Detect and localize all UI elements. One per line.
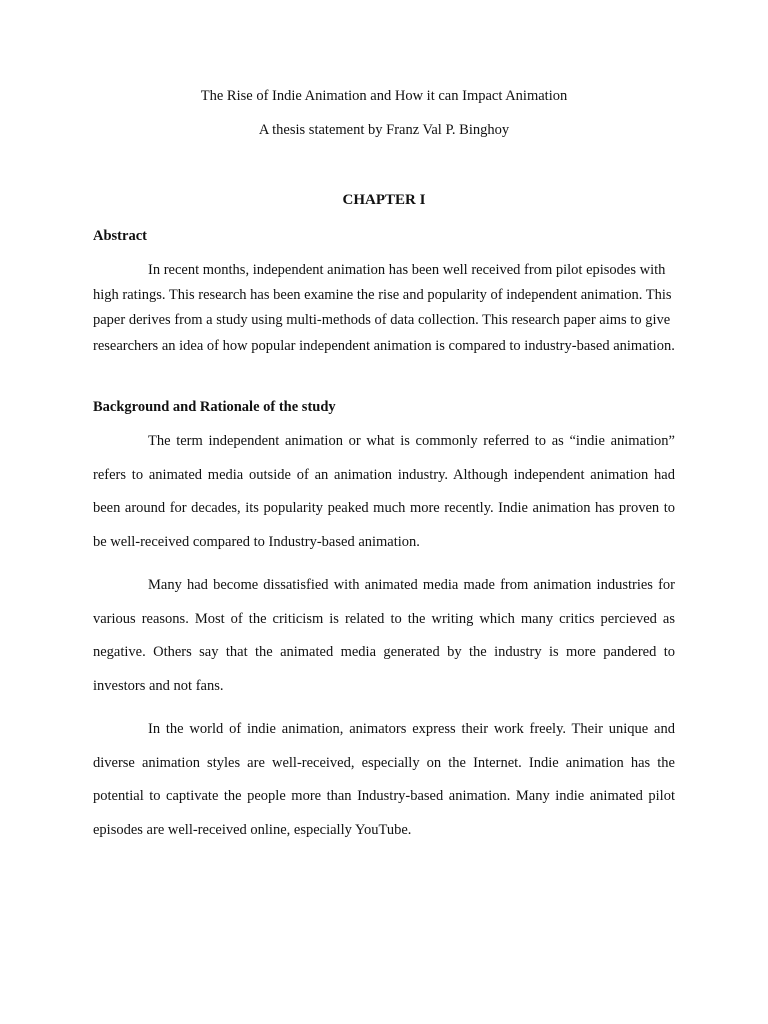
document-title: The Rise of Indie Animation and How it can Impact Animation: [200, 88, 568, 104]
background-paragraph-3: In the world of indie animation, animators express their work freely. Their unique and diverse animation styles are well-received, especially on the Internet. Indie animation has the potential to captivate the people more than Industry-based animation. Many indie animated pilot episodes are well-received online, especially YouTube.: [93, 721, 675, 839]
author-line: A thesis statement by Franz Val P. Binghoy: [258, 122, 510, 138]
background-paragraph-2: Many had become dissatisfied with animated media made from animation industries for various reasons. Most of the criticism is related to the writing which many critics percieved as negative. Others say that the animated media generated by the industry is more pandered to investors and not fans.: [93, 577, 675, 695]
chapter-heading: CHAPTER I: [342, 192, 426, 208]
abstract-paragraph: In recent months, independent animation has been well received from pilot episodes with high ratings. This research has been examine the rise and popularity of independent animation. This paper derives from a study using multi-methods of data collection. This research paper aims to give researchers an idea of how popular independent animation is compared to industry-based animation.: [93, 262, 675, 354]
background-paragraph-1: The term independent animation or what is commonly referred to as “indie animation” refers to animated media outside of an animation industry. Although independent animation had been around for decades, its popularity peaked much more recently. Indie animation has proven to be well-received compared to Industry-based animation.: [93, 433, 675, 551]
background-heading: Background and Rationale of the study: [93, 399, 336, 415]
abstract-heading: Abstract: [93, 228, 147, 244]
